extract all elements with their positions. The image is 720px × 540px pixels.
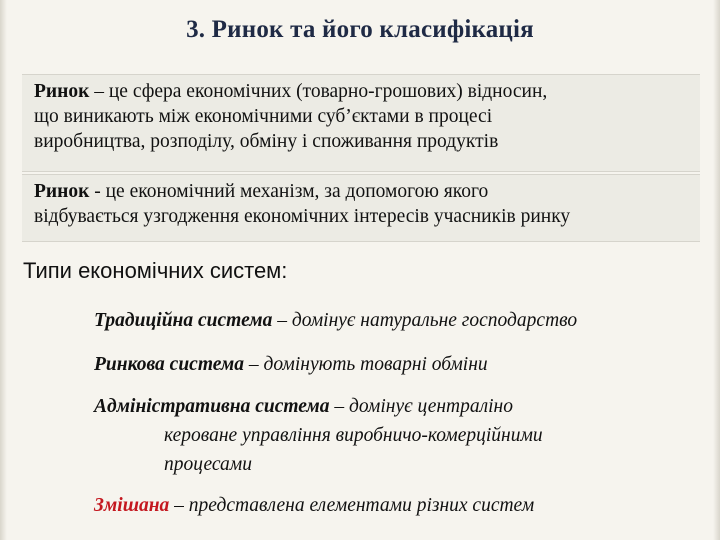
type-desc-continued: процесами — [164, 454, 252, 475]
slide-title: 3. Ринок та його класифікація — [186, 16, 534, 43]
type-name-highlighted: Змішана — [94, 495, 170, 516]
definition-1-line-2: що виникають між економічними суб’єктами в процесі — [34, 106, 493, 127]
type-item-market — [94, 350, 704, 379]
type-desc-continued: кероване управління виробничо-комерційними — [164, 425, 543, 446]
definition-block-1 — [22, 74, 700, 172]
type-name: Ринкова система — [94, 354, 245, 375]
definition-1-text-1: – це сфера економічних (товарно-грошових) відносин, — [89, 81, 548, 102]
definition-2-line-1 — [34, 179, 690, 204]
type-name: Адміністративна система — [94, 396, 330, 417]
definition-1-line-3: виробництва, розподілу, обміну і споживання продуктів — [34, 131, 499, 152]
definition-1-line-1 — [34, 79, 690, 104]
type-item-mixed — [94, 491, 704, 520]
definition-1-term: Ринок — [34, 81, 90, 102]
definition-2-term: Ринок — [34, 181, 90, 202]
type-desc: – домінують товарні обміни — [244, 354, 488, 375]
type-item-traditional — [94, 306, 704, 335]
type-desc: – домінує централіно — [329, 396, 513, 417]
type-name: Традиційна система — [94, 310, 273, 331]
definition-2-text-1: - це економічний механізм, за допомогою якого — [89, 181, 489, 202]
definition-2-line-2: відбувається узгодження економічних інтересів учасників ринку — [34, 206, 571, 227]
types-heading: Типи економічних систем: — [23, 258, 288, 283]
definition-block-2 — [22, 174, 700, 242]
type-desc: – домінує натуральне господарство — [272, 310, 578, 331]
type-desc: – представлена елементами різних систем — [169, 495, 535, 516]
type-item-administrative — [94, 392, 704, 479]
